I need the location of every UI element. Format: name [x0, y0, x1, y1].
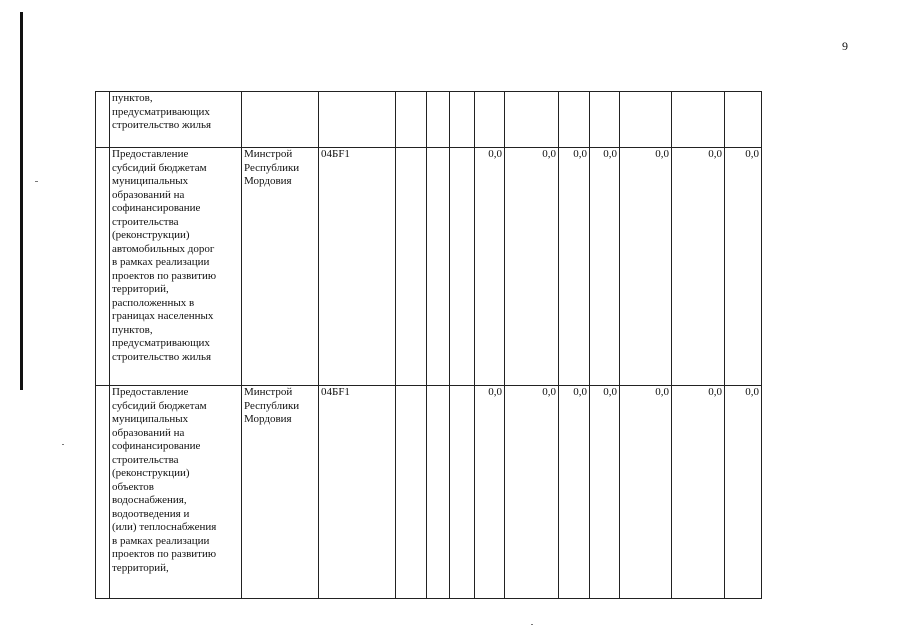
text-line: софинансирование: [112, 440, 201, 452]
text-line: образований на: [112, 188, 185, 201]
text-line: Республики: [244, 399, 300, 412]
text-line: (или) теплоснабжения: [112, 521, 217, 533]
description-cell: [110, 386, 242, 599]
code-cell: 04БF1: [319, 386, 396, 599]
text-line: проектов по развитию: [112, 548, 217, 560]
value-cell: 0,0: [475, 386, 505, 599]
text-line: строительство жилья: [112, 350, 212, 363]
row-index-cell: [96, 92, 110, 148]
text-line: пунктов,: [112, 323, 153, 336]
value-cell: [672, 92, 725, 148]
text-line: Республики: [244, 161, 300, 174]
blank-cell: [450, 386, 475, 599]
value-cell: [725, 92, 762, 148]
text-line: Предоставление: [112, 148, 189, 160]
text-line: в рамках реализации: [112, 534, 210, 547]
value-cell: 0,0: [590, 148, 620, 386]
value-cell: 0,0: [725, 148, 762, 386]
blank-cell: [396, 386, 427, 599]
text-line: территорий,: [112, 283, 169, 295]
executor-cell: [242, 92, 319, 148]
text-line: Мордовия: [244, 413, 292, 425]
executor-cell: [242, 148, 319, 386]
row-index-cell: [96, 386, 110, 599]
description-cell: [110, 148, 242, 386]
value-cell: [559, 92, 590, 148]
value-cell: 0,0: [620, 148, 672, 386]
text-line: Минстрой: [244, 148, 293, 160]
text-line: софинансирование: [112, 202, 201, 214]
code-cell: 04БF1: [319, 148, 396, 386]
text-line: строительства: [112, 453, 179, 466]
scan-speck: [35, 181, 38, 182]
value-cell: 0,0: [505, 148, 559, 386]
text-line: автомобильных дорог: [112, 242, 215, 255]
text-line: предусматривающих: [112, 337, 210, 349]
value-cell: 0,0: [725, 386, 762, 599]
table-row: [96, 148, 834, 386]
value-cell: 0,0: [672, 386, 725, 599]
text-line: предусматривающих: [112, 105, 210, 118]
text-line: муниципальных: [112, 413, 189, 425]
text-line: образований на: [112, 426, 185, 439]
value-cell: 0,0: [672, 148, 725, 386]
blank-cell: [450, 148, 475, 386]
blank-cell: [427, 148, 450, 386]
value-cell: 0,0: [475, 148, 505, 386]
blank-cell: [396, 92, 427, 148]
text-line: муниципальных: [112, 175, 189, 187]
text-line: объектов: [112, 480, 154, 493]
text-line: расположенных в: [112, 296, 195, 309]
value-cell: 0,0: [620, 386, 672, 599]
blank-cell: [427, 92, 450, 148]
scan-speck: [531, 624, 533, 625]
text-line: в рамках реализации: [112, 256, 210, 268]
text-line: водоснабжения,: [112, 494, 187, 506]
text-line: проектов по развитию: [112, 269, 217, 282]
description-cell: [110, 92, 242, 148]
text-line: Минстрой: [244, 386, 293, 398]
text-line: Мордовия: [244, 175, 292, 187]
text-line: субсидий бюджетам: [112, 399, 207, 412]
blank-cell: [396, 148, 427, 386]
text-line: пунктов,: [112, 92, 153, 104]
blank-cell: [427, 386, 450, 599]
value-cell: [590, 92, 620, 148]
page-number: 9: [842, 39, 848, 53]
text-line: границах населенных: [112, 310, 214, 322]
code-cell: [319, 92, 396, 148]
table-row: [96, 386, 834, 599]
text-line: территорий,: [112, 561, 169, 574]
value-cell: [505, 92, 559, 148]
budget-table: [95, 91, 834, 599]
scan-speck: [62, 444, 64, 445]
text-line: (реконструкции): [112, 229, 190, 241]
text-line: строительство жилья: [112, 119, 212, 131]
value-cell: 0,0: [559, 386, 590, 599]
value-cell: [475, 92, 505, 148]
executor-cell: [242, 386, 319, 599]
text-line: (реконструкции): [112, 467, 190, 479]
text-line: строительства: [112, 215, 179, 228]
text-line: Предоставление: [112, 386, 189, 398]
table-row: [96, 92, 834, 148]
value-cell: 0,0: [505, 386, 559, 599]
value-cell: 0,0: [590, 386, 620, 599]
blank-cell: [450, 92, 475, 148]
row-index-cell: [96, 148, 110, 386]
text-line: субсидий бюджетам: [112, 161, 207, 174]
text-line: водоотведения и: [112, 507, 190, 520]
value-cell: [620, 92, 672, 148]
value-cell: 0,0: [559, 148, 590, 386]
scan-edge-mark: [20, 12, 23, 390]
